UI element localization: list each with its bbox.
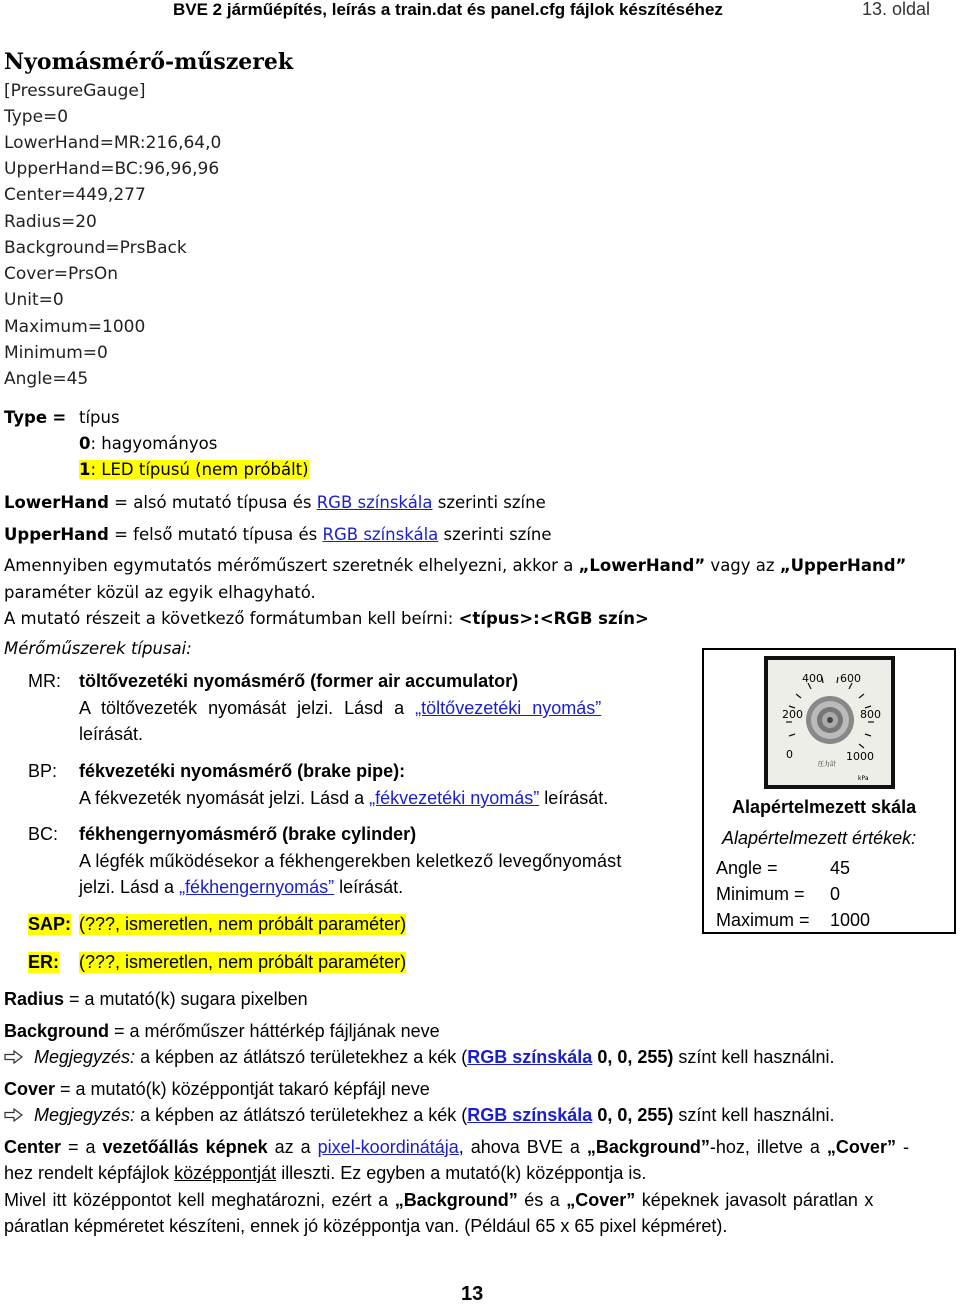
- gauge-label: 400: [802, 672, 823, 685]
- sap-text: (???, ismeretlen, nem próbált paraméter): [79, 914, 407, 934]
- cover-note: Megjegyzés: a képben az átlátszó területekhez a kék (RGB színskála 0, 0, 255) színt kell használni.: [4, 1105, 834, 1126]
- single-hand-paragraph: Amennyiben egymutatós mérőműszert szeretnék elhelyezni, akkor a „LowerHand” vagy az „UpperHand”: [4, 556, 907, 575]
- default-angle-value: 45: [830, 858, 851, 878]
- background-note: Megjegyzés: a képben az átlátszó területekhez a kék (RGB színskála 0, 0, 255) színt kell használni.: [4, 1047, 834, 1068]
- bp-title: fékvezetéki nyomásmérő (brake pipe):: [79, 761, 406, 781]
- mr-code: MR:: [28, 671, 61, 691]
- center-definition-4: páratlan képméretet készíteni, ennek jó középpontja van. (Például 65 x 65 pixel képméret).: [4, 1216, 728, 1236]
- default-angle-label: Angle =: [716, 858, 778, 878]
- type-key: Type: [4, 408, 48, 427]
- rgb-link[interactable]: RGB színskála: [467, 1047, 593, 1067]
- type-option-0: 0: hagyományos: [79, 434, 218, 453]
- default-min-label: Minimum =: [716, 884, 805, 904]
- mr-desc: A töltővezeték nyomását jelzi. Lásd a „töltővezetéki nyomás”: [79, 698, 602, 718]
- cover-definition: Cover = a mutató(k) középpontját takaró képfájl neve: [4, 1079, 430, 1099]
- config-line: Type=0: [4, 107, 69, 127]
- gauge-image: [764, 656, 895, 789]
- format-paragraph: A mutató részeit a következő formátumban kell beírni: <típus>:<RGB szín>: [4, 609, 649, 628]
- config-line: Angle=45: [4, 369, 89, 389]
- default-min-value: 0: [830, 884, 841, 904]
- mr-title: töltővezetéki nyomásmérő (former air accumulator): [79, 671, 519, 691]
- bc-desc: A légfék működésekor a fékhengerekben keletkező levegőnyomást: [79, 851, 622, 871]
- gauge-label: 0: [786, 748, 793, 761]
- bp-desc: A fékvezeték nyomását jelzi. Lásd a „fékvezetéki nyomás” leírását.: [79, 788, 609, 808]
- config-line: Radius=20: [4, 212, 97, 232]
- gauge-label: 800: [860, 708, 881, 721]
- center-definition: Center = a vezetőállás képnek az a pixel-koordinátája, ahova BVE a „Background”-hoz, illetve a „Cover” -: [4, 1137, 909, 1157]
- gauge-label: 1000: [846, 750, 874, 763]
- bp-code: BP:: [28, 761, 58, 781]
- center-definition-3: Mivel itt középpontot kell meghatározni, ezért a „Background” és a „Cover” képeknek javasolt páratlan x: [4, 1190, 874, 1210]
- gauge-label: 200: [782, 708, 803, 721]
- background-definition: Background = a mérőműszer háttérkép fájljának neve: [4, 1021, 440, 1041]
- footer-page-number: 13: [461, 1283, 484, 1305]
- type-option-1: 1: LED típusú (nem próbált): [79, 460, 309, 479]
- header-page-number: 13. oldal: [862, 0, 931, 19]
- rgb-link[interactable]: RGB színskála: [316, 493, 433, 512]
- config-line: Unit=0: [4, 290, 64, 310]
- header-title: BVE 2 járműépítés, leírás a train.dat és panel.cfg fájlok készítéséhez: [173, 0, 723, 19]
- section-heading: Nyomásmérő-műszerek: [4, 49, 294, 75]
- rgb-link[interactable]: RGB színskála: [322, 525, 439, 544]
- config-line: Minimum=0: [4, 343, 108, 363]
- arrow-right-icon: [4, 1050, 24, 1064]
- config-line: Cover=PrsOn: [4, 264, 118, 284]
- bc-code: BC:: [28, 824, 59, 844]
- gauge-icon: [764, 656, 895, 789]
- bc-title: fékhengernyomásmérő (brake cylinder): [79, 824, 417, 844]
- gauge-unit: kPa: [858, 775, 869, 782]
- gauge-kanji: 圧力計: [818, 761, 837, 768]
- sap-code: SAP:: [28, 914, 72, 934]
- default-max-value: 1000: [830, 910, 871, 930]
- rgb-link[interactable]: RGB színskála: [467, 1105, 593, 1125]
- config-line: Center=449,277: [4, 185, 146, 205]
- config-line: Maximum=1000: [4, 317, 146, 337]
- config-line: Background=PrsBack: [4, 238, 187, 258]
- mr-desc-2: leírását.: [79, 724, 144, 744]
- default-subtitle: Alapértelmezett értékek:: [722, 828, 917, 848]
- er-text: (???, ismeretlen, nem próbált paraméter): [79, 952, 407, 972]
- single-hand-paragraph-2: paraméter közül az egyik elhagyható.: [4, 583, 316, 602]
- radius-definition: Radius = a mutató(k) sugara pixelben: [4, 989, 308, 1009]
- types-title: Mérőműszerek típusai:: [4, 639, 192, 658]
- default-title: Alapértelmezett skála: [732, 797, 917, 817]
- center-definition-2: hez rendelt képfájlok középpontját illeszti. Ez egyben a mutató(k) középpontja is.: [4, 1163, 647, 1183]
- bc-link[interactable]: „fékhengernyomás”: [179, 877, 335, 897]
- config-line: UpperHand=BC:96,96,96: [4, 159, 220, 179]
- lowerhand-definition: LowerHand = alsó mutató típusa és RGB színskála szerinti színe: [4, 493, 546, 512]
- type-definition: [4, 408, 66, 427]
- bc-desc-2: jelzi. Lásd a „fékhengernyomás” leírását.: [79, 877, 404, 897]
- config-line: [PressureGauge]: [4, 81, 146, 101]
- arrow-right-icon: [4, 1108, 24, 1122]
- gauge-label: 600: [840, 672, 861, 685]
- type-desc: típus: [79, 408, 120, 427]
- mr-link[interactable]: „töltővezetéki nyomás”: [415, 698, 602, 718]
- default-max-label: Maximum =: [716, 910, 810, 930]
- pixel-coordinate-link[interactable]: pixel-koordinátája: [317, 1137, 459, 1157]
- bp-link[interactable]: „fékvezetéki nyomás”: [369, 788, 540, 808]
- type-eq: =: [52, 408, 67, 427]
- config-line: LowerHand=MR:216,64,0: [4, 133, 222, 153]
- upperhand-definition: UpperHand = felső mutató típusa és RGB színskála szerinti színe: [4, 525, 552, 544]
- er-code: ER:: [28, 952, 59, 972]
